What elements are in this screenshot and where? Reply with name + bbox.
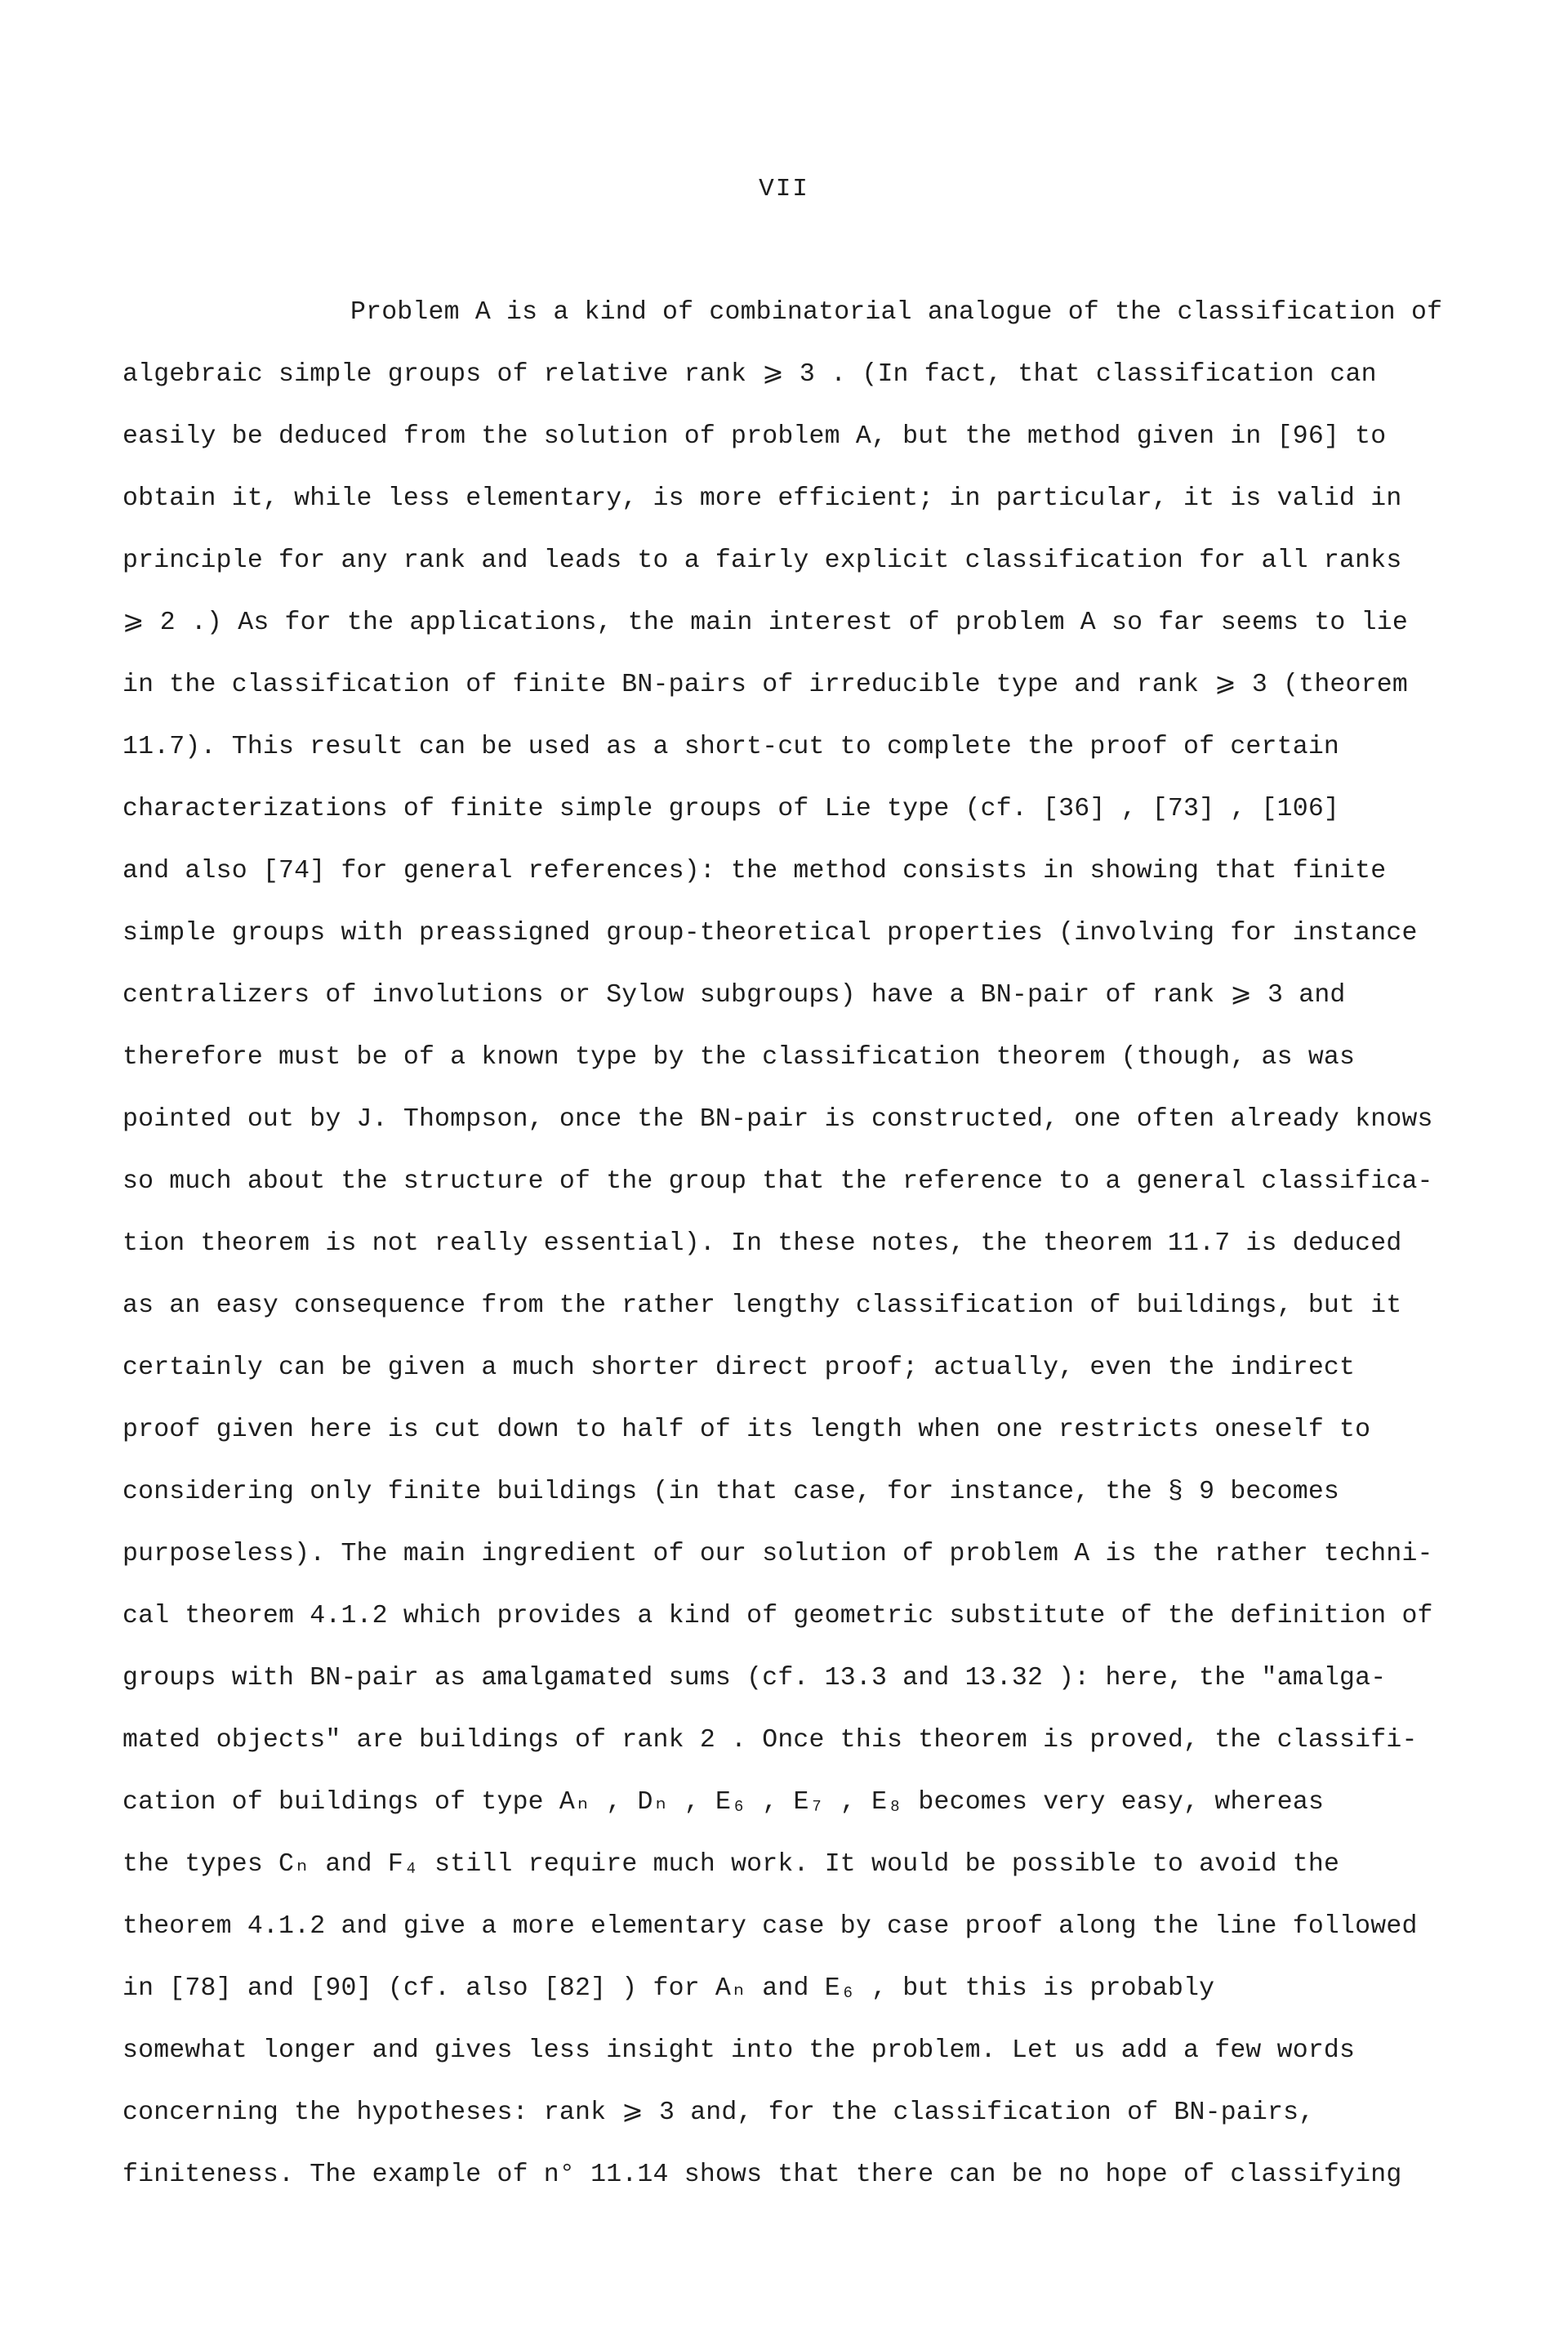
text-line: considering only finite buildings (in that case, for instance, the § 9 becomes	[122, 1478, 1340, 1506]
text-line: proof given here is cut down to half of its length when one restricts oneself to	[122, 1416, 1371, 1444]
text-line: the types Cₙ and F₄ still require much work. It would be possible to avoid the	[122, 1850, 1340, 1879]
text-line: simple groups with preassigned group-theoretical properties (involving for instance	[122, 919, 1418, 948]
text-line: easily be deduced from the solution of problem A, but the method given in [96] to	[122, 422, 1387, 451]
text-line: Problem A is a kind of combinatorial analogue of the classification of	[350, 298, 1443, 327]
text-line: so much about the structure of the group that the reference to a general classifica-	[122, 1167, 1433, 1196]
text-line: characterizations of finite simple groups of Lie type (cf. [36] , [73] , [106]	[122, 795, 1340, 823]
text-line: finiteness. The example of n° 11.14 shows that there can be no hope of classifying	[122, 2161, 1402, 2189]
text-line: obtain it, while less elementary, is more efficient; in particular, it is valid in	[122, 484, 1402, 513]
page-number: VII	[759, 175, 809, 203]
text-line: principle for any rank and leads to a fairly explicit classification for all ranks	[122, 546, 1402, 575]
text-line: as an easy consequence from the rather lengthy classification of buildings, but it	[122, 1291, 1402, 1320]
text-line: therefore must be of a known type by the classification theorem (though, as was	[122, 1043, 1356, 1072]
body-text	[122, 282, 1446, 2206]
text-line: certainly can be given a much shorter direct proof; actually, even the indirect	[122, 1354, 1356, 1382]
text-line: pointed out by J. Thompson, once the BN-pair is constructed, one often already knows	[122, 1105, 1433, 1134]
text-line: mated objects" are buildings of rank 2 . Once this theorem is proved, the classifi-	[122, 1726, 1418, 1755]
text-line: groups with BN-pair as amalgamated sums (cf. 13.3 and 13.32 ): here, the "amalga-	[122, 1664, 1387, 1692]
text-line: theorem 4.1.2 and give a more elementary case by case proof along the line followed	[122, 1912, 1418, 1941]
text-line: tion theorem is not really essential). In these notes, the theorem 11.7 is deduced	[122, 1229, 1402, 1258]
text-line: centralizers of involutions or Sylow subgroups) have a BN-pair of rank ⩾ 3 and	[122, 981, 1346, 1010]
text-line: 11.7). This result can be used as a short-cut to complete the proof of certain	[122, 733, 1340, 761]
text-line: ⩾ 2 .) As for the applications, the main interest of problem A so far seems to lie	[122, 609, 1408, 637]
text-line: purposeless). The main ingredient of our solution of problem A is the rather techni-	[122, 1540, 1433, 1568]
text-line: algebraic simple groups of relative rank ⩾ 3 . (In fact, that classification can	[122, 360, 1377, 389]
text-line: in [78] and [90] (cf. also [82] ) for Aₙ and E₆ , but this is probably	[122, 1974, 1215, 2003]
text-line: in the classification of finite BN-pairs of irreducible type and rank ⩾ 3 (theorem	[122, 671, 1408, 699]
text-line: concerning the hypotheses: rank ⩾ 3 and, for the classification of BN-pairs,	[122, 2098, 1315, 2127]
text-line: cation of buildings of type Aₙ , Dₙ , E₆ , E₇ , E₈ becomes very easy, whereas	[122, 1788, 1325, 1817]
text-line: and also [74] for general references): the method consists in showing that finite	[122, 857, 1387, 885]
text-line: somewhat longer and gives less insight into the problem. Let us add a few words	[122, 2036, 1356, 2065]
text-line: cal theorem 4.1.2 which provides a kind of geometric substitute of the definition of	[122, 1602, 1433, 1630]
